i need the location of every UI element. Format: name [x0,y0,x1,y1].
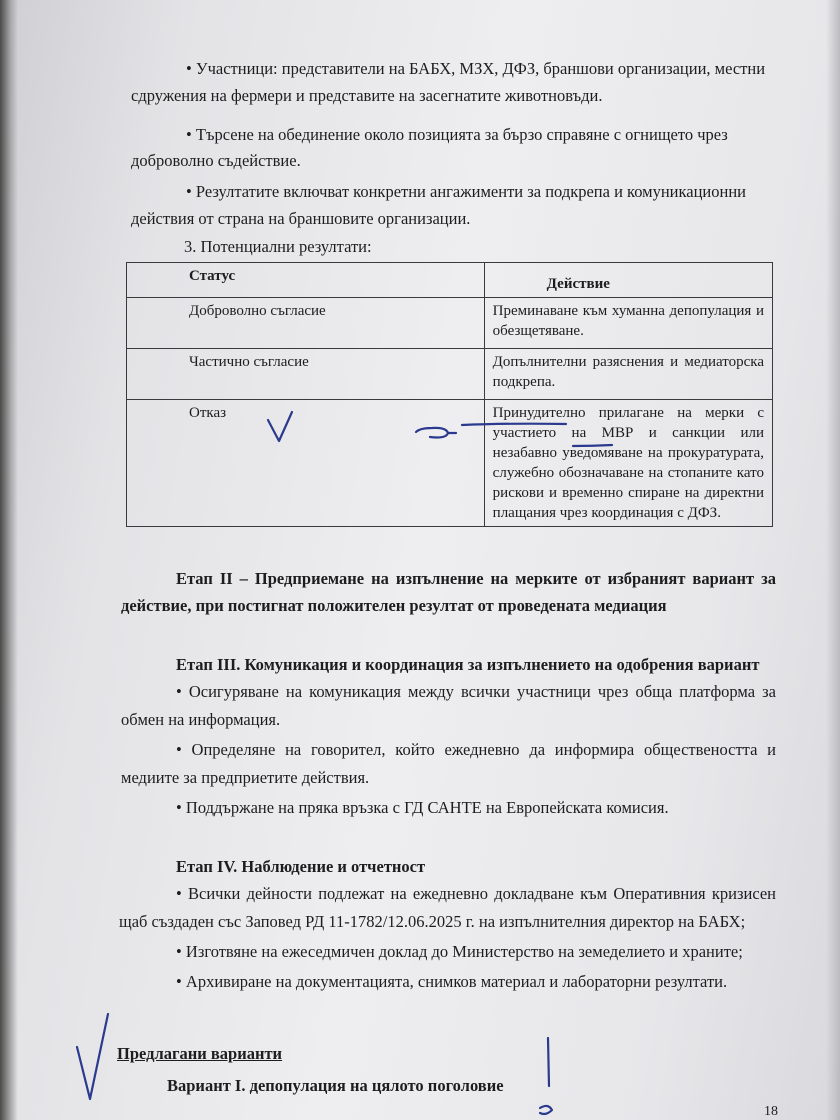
checkmark-icon [268,412,292,441]
table-cell-status: Доброволно съгласие [127,298,485,349]
stage3-bullet-spokesperson-line2: медиите за предприетите действия. [121,768,370,787]
stage3-bullet-platform-line2: обмен на информация. [121,710,281,729]
bullet-results-line2: действия от страна на браншовите организации. [131,209,471,228]
table-header-status: Статус [127,263,485,298]
results-heading: 3. Потенциални резултати: [184,237,372,256]
bullet-participants-line1: • Участници: представители на БАБХ, МЗХ, ДФЗ, браншови организации, местни [186,59,766,78]
table-cell-status: Частично съгласие [127,349,485,400]
table-header-action: Действие [484,263,772,298]
table-cell-status: Отказ [127,400,485,527]
bullet-consensus-line2: доброволно съдействие. [131,151,301,170]
stage4-bullet-weekly-report: • Изготвяне на ежеседмичен доклад до Министерство на земеделието и храните; [176,942,743,961]
table-cell-action: Преминаване към хуманна депопулация и обезщетяване. [484,298,772,349]
stage4-bullet-reporting-line1: • Всички дейности подлежат на ежедневно докладване към Оперативния кризисен [176,884,776,903]
proposed-variants-title: Предлагани варианти [117,1044,283,1063]
stage2-line1: Етап II – Предприемане на изпълнение на мерките от избраният вариант за [176,569,776,588]
stage4-bullet-reporting-line2: щаб създаден със Заповед РД 11-1782/12.06.2025 г. на изпълнителния директор на БАБХ; [119,912,746,931]
stage3-bullet-sante: • Поддържане на пряка връзка с ГД САНТЕ на Европейската комисия. [176,798,669,817]
bullet-consensus-line1: • Търсене на обединение около позицията за бързо справяне с огнището чрез [186,125,728,144]
underline-mark [573,445,612,446]
checkmark-icon [77,1014,108,1099]
bullet-results-line1: • Резултатите включват конкретни ангажименти за подкрепа и комуникационни [186,182,746,201]
variant1-heading: Вариант I. депопулация на цялото поголовие [167,1076,504,1095]
arrow-icon [416,428,456,438]
stage2-line2: действие, при постигнат положителен резултат от проведената медиация [121,596,667,615]
pen-stroke [540,1106,552,1114]
underline-mark [462,424,566,425]
table-cell-action: Допълнителни разяснения и медиаторска подкрепа. [484,349,772,400]
stage4-bullet-archiving: • Архивиране на документацията, снимков материал и лабораторни резултати. [176,972,728,991]
bullet-participants-line2: сдружения на фермери и представите на засегнатите животновъди. [131,86,603,105]
pen-stroke [548,1038,549,1086]
stage4-title: Етап IV. Наблюдение и отчетност [176,857,426,876]
table-cell-action: Принудително прилагане на мерки с участието на МВР и санкции или незабавно уведомяване на прокуратурата, служебно обозначаване на стопаните като рискови и временно спиране на директни плащания чрез координация с ДФЗ. [484,400,772,527]
page-number: 18 [764,1104,778,1119]
stage3-bullet-spokesperson-line1: • Определяне на говорител, който ежедневно да информира обществеността и [176,740,776,759]
stage3-bullet-platform-line1: • Осигуряване на комуникация между всички участници чрез обща платформа за [176,682,776,701]
stage3-title: Етап III. Комуникация и координация за изпълнението на одобрения вариант [176,655,760,674]
